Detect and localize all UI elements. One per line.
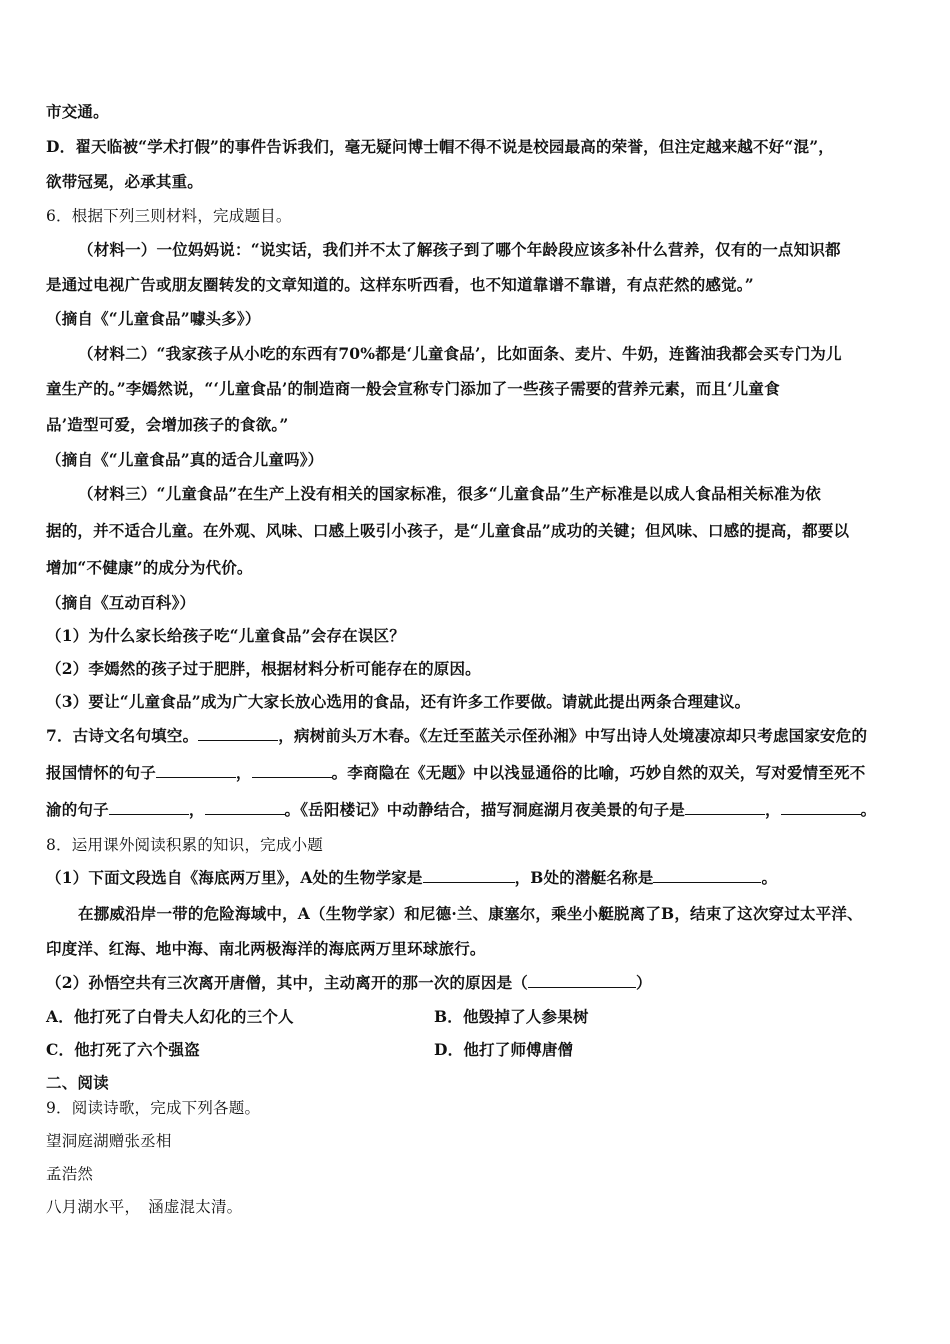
question-8-1 bbox=[46, 868, 910, 888]
source-3: （摘自《互动百科》） bbox=[46, 593, 196, 612]
option-row bbox=[46, 1007, 910, 1027]
material-3-line: 据的，并不适合儿童。在外观、风味、口感上吸引小孩子，是“儿童食品”成功的关键；但风味、口感的提高，都要以 bbox=[46, 521, 850, 540]
option-row bbox=[46, 1040, 910, 1060]
question-6-title: 6．根据下列三则材料，完成题目。 bbox=[46, 207, 292, 225]
material-3-line: （材料三）“儿童食品”在生产上没有相关的国家标准，很多“儿童食品”生产标准是以成人食品相关标准为依 bbox=[78, 484, 821, 503]
question-8-2 bbox=[46, 973, 910, 993]
question-6-2: （2）李嫣然的孩子过于肥胖，根据材料分析可能存在的原因。 bbox=[46, 659, 481, 678]
option-d-label: D． bbox=[46, 137, 76, 156]
material-2-line: （材料二）“我家孩子从小吃的东西有70%都是‘儿童食品’，比如面条、麦片、牛奶，连酱油我都会买专门为儿 bbox=[78, 344, 842, 363]
text: （1）下面文段选自《海底两万里》，A处的生物学家是 bbox=[46, 868, 423, 887]
text-line: 市交通。 bbox=[46, 102, 109, 121]
poem-author: 孟浩然 bbox=[46, 1165, 94, 1183]
material-2-line: 品’造型可爱，会增加孩子的食欲。” bbox=[46, 415, 289, 434]
section-heading: 二、阅读 bbox=[46, 1073, 109, 1092]
option-b[interactable]: B．他毁掉了人参果树 bbox=[434, 1007, 589, 1026]
passage-line: 印度洋、红海、地中海、南北两极海洋的海底两万里环球旅行。 bbox=[46, 939, 486, 958]
answer-blank[interactable] bbox=[653, 868, 761, 883]
text: ， bbox=[235, 763, 252, 782]
text: ， bbox=[764, 800, 781, 819]
poem-line: 八月湖水平， 涵虚混太清。 bbox=[46, 1198, 243, 1216]
passage-line: 在挪威沿岸一带的危险海域中，A（生物学家）和尼德·兰、康塞尔，乘坐小艇脱离了B，结束了这次穿过太平洋、 bbox=[78, 904, 863, 923]
text: ，B处的潜艇名称是 bbox=[514, 868, 654, 887]
poem-title: 望洞庭湖赠张丞相 bbox=[46, 1132, 172, 1150]
answer-blank[interactable] bbox=[423, 868, 515, 883]
material-1-line: 是通过电视广告或朋友圈转发的文章知道的。这样东听西看，也不知道靠谱不靠谱，有点茫然的感觉。” bbox=[46, 275, 754, 294]
answer-blank[interactable] bbox=[156, 763, 236, 778]
source-2: （摘自《“儿童食品”真的适合儿童吗》） bbox=[46, 450, 324, 469]
source-1: （摘自《“儿童食品”噱头多》） bbox=[46, 309, 261, 328]
text-line: 欲带冠冕，必承其重。 bbox=[46, 172, 204, 191]
answer-blank[interactable] bbox=[252, 763, 332, 778]
option-a[interactable]: A．他打死了白骨夫人幻化的三个人 bbox=[46, 1007, 294, 1026]
question-6-3: （3）要让“儿童食品”成为广大家长放心选用的食品，还有许多工作要做。请就此提出两条合理建议。 bbox=[46, 692, 751, 711]
option-d-text: 翟天临被“学术打假”的事件告诉我们，毫无疑问博士帽不得不说是校园最高的荣誉，但注定越来越不好“混”， bbox=[75, 137, 835, 156]
answer-blank[interactable] bbox=[781, 800, 861, 815]
material-2-line: 童生产的。”李嫣然说，“‘儿童食品’的制造商一般会宣称专门添加了一些孩子需要的营养元素，而且‘儿童食 bbox=[46, 379, 780, 398]
question-7-line bbox=[46, 763, 910, 783]
question-7-line bbox=[46, 726, 910, 746]
text: ，病树前头万木春。《左迁至蓝关示侄孙湘》中写出诗人处境凄凉却只考虑国家安危的 bbox=[278, 726, 868, 745]
text: ） bbox=[636, 973, 652, 992]
answer-blank[interactable] bbox=[205, 800, 285, 815]
text: 渝的句子 bbox=[46, 800, 109, 819]
material-3-line: 增加“不健康”的成分为代价。 bbox=[46, 558, 253, 577]
option-d-line bbox=[46, 137, 910, 157]
option-d[interactable]: D．他打了师傅唐僧 bbox=[434, 1040, 574, 1059]
question-8-title: 8．运用课外阅读积累的知识，完成小题 bbox=[46, 836, 323, 854]
material-1-line: （材料一）一位妈妈说：“说实话，我们并不太了解孩子到了哪个年龄段应该多补什么营养，仅有的一点知识都 bbox=[78, 240, 841, 259]
answer-blank[interactable] bbox=[528, 973, 636, 988]
text: 报国情怀的句子 bbox=[46, 763, 156, 782]
text: 。 bbox=[860, 800, 877, 819]
question-9-title: 9．阅读诗歌，完成下列各题。 bbox=[46, 1099, 261, 1117]
question-6-1: （1）为什么家长给孩子吃“儿童食品”会存在误区？ bbox=[46, 626, 405, 645]
answer-blank[interactable] bbox=[685, 800, 765, 815]
text: 。 bbox=[761, 868, 778, 887]
option-c[interactable]: C．他打死了六个强盗 bbox=[46, 1040, 200, 1059]
text: （2）孙悟空共有三次离开唐僧，其中，主动离开的那一次的原因是（ bbox=[46, 973, 528, 992]
text: 。《岳阳楼记》中动静结合，描写洞庭湖月夜美景的句子是 bbox=[284, 800, 685, 819]
answer-blank[interactable] bbox=[198, 726, 278, 741]
text: 。李商隐在《无题》中以浅显通俗的比喻，巧妙自然的双关，写对爱情至死不 bbox=[331, 763, 866, 782]
answer-blank[interactable] bbox=[109, 800, 189, 815]
text: 7．古诗文名句填空。 bbox=[46, 726, 199, 745]
question-7-line bbox=[46, 800, 910, 820]
text: ， bbox=[188, 800, 205, 819]
